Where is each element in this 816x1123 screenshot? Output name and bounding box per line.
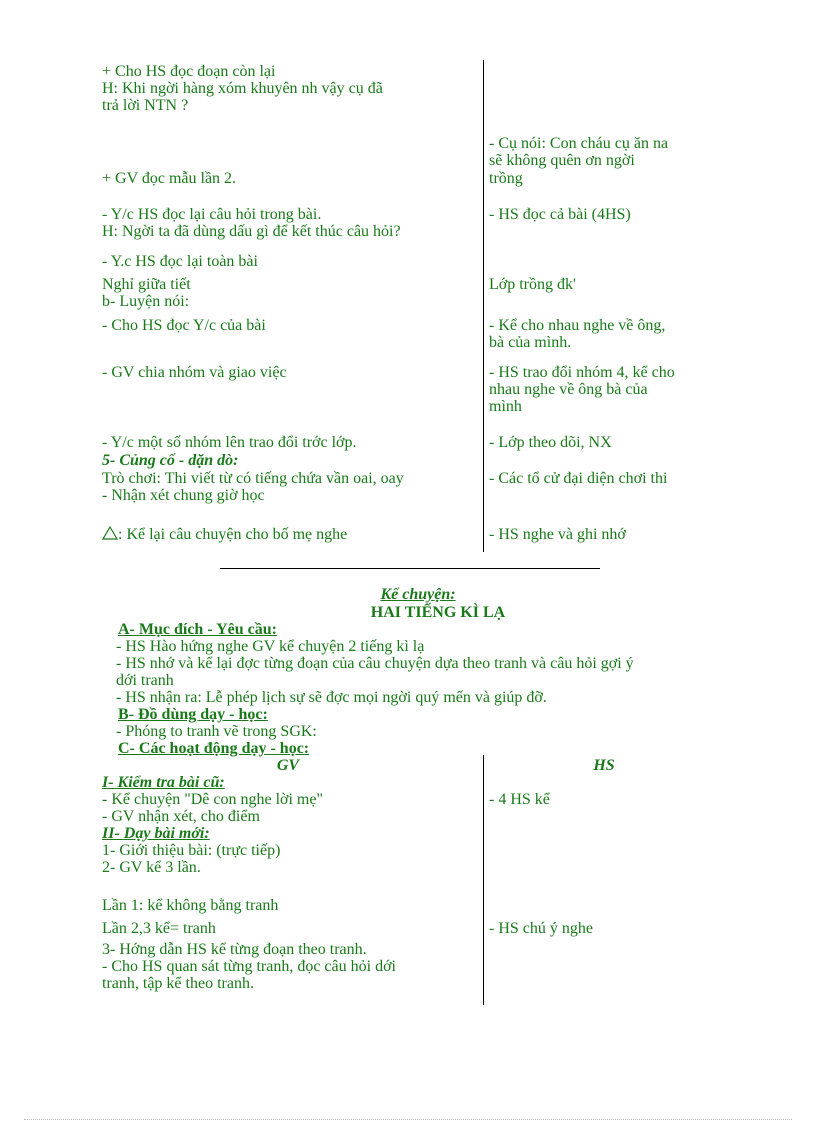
- left-line: - Cho HS quan sát từng tranh, đọc câu hỏi dới: [102, 958, 396, 975]
- triangle-icon: [102, 526, 118, 540]
- right-line: mình: [489, 398, 522, 415]
- homework-line: [102, 526, 347, 543]
- left-line: 3- Hớng dẫn HS kể từng đoạn theo tranh.: [102, 941, 367, 958]
- right-line: - Cụ nói: Con cháu cụ ăn na: [489, 135, 669, 152]
- left-line: b- Luyện nói:: [102, 293, 190, 310]
- left-line: trả lời NTN ?: [102, 97, 189, 114]
- left-line: Lần 1: kể không bằng tranh: [102, 897, 279, 914]
- left-line: tranh, tập kể theo tranh.: [102, 975, 254, 992]
- left-line: + GV đọc mẫu lần 2.: [102, 170, 237, 187]
- right-line: - Kể cho nhau nghe về ông,: [489, 317, 666, 334]
- body-line: - Phóng to tranh vẽ trong SGK:: [116, 723, 317, 740]
- right-line: trồng: [489, 170, 523, 187]
- left-line: - GV nhận xét, cho điểm: [102, 808, 260, 825]
- section-heading: 5- Củng cố - dặn dò:: [102, 452, 239, 469]
- body-line: - HS nhận ra: Lễ phép lịch sự sẽ đợc mọi ngời quý mến và giúp đỡ.: [116, 689, 547, 706]
- body-line: - HS Hào hứng nghe GV kể chuyện 2 tiếng kì lạ: [116, 638, 425, 655]
- column-divider-bottom: [483, 755, 484, 1005]
- column-divider-top: [483, 60, 484, 552]
- left-line: - Y.c HS đọc lại toàn bài: [102, 253, 258, 270]
- right-line: Lớp trồng đk': [489, 276, 576, 293]
- right-line: sẽ không quên ơn ngời: [489, 152, 635, 169]
- left-line: Trò chơi: Thi viết từ có tiếng chứa vần oai, oay: [102, 470, 404, 487]
- homework-text: : Kể lại câu chuyện cho bố mẹ nghe: [118, 526, 348, 543]
- left-line: - Y/c một số nhóm lên trao đổi trớc lớp.: [102, 434, 357, 451]
- subject-heading: Kể chuyện:: [380, 586, 456, 603]
- left-line: H: Khi ngời hàng xóm khuyên nh vậy cụ đã: [102, 80, 383, 97]
- right-line: - Các tổ cử đại diện chơi thi: [489, 470, 668, 487]
- left-line: - GV chia nhóm và giao việc: [102, 364, 287, 381]
- left-line: + Cho HS đọc đoạn còn lại: [102, 63, 276, 80]
- column-header-gv: GV: [276, 757, 300, 774]
- heading-new-lesson: II- Dạy bài mới:: [102, 825, 210, 842]
- right-line: - Lớp theo dõi, NX: [489, 434, 612, 451]
- left-line: - Nhận xét chung giờ học: [102, 487, 265, 504]
- right-line: nhau nghe về ông bà của: [489, 381, 648, 398]
- right-line: - HS đọc cả bài (4HS): [489, 206, 631, 223]
- left-line: 1- Giới thiệu bài: (trực tiếp): [102, 842, 281, 859]
- left-line: H: Ngời ta đã dùng dấu gì để kết thúc câu hỏi?: [102, 223, 401, 240]
- heading-activities: C- Các hoạt động dạy - học:: [118, 740, 310, 757]
- right-line: - HS chú ý nghe: [489, 920, 593, 937]
- left-line: - Cho HS đọc Y/c của bài: [102, 317, 266, 334]
- section-separator: [220, 568, 600, 569]
- left-line: 2- GV kể 3 lần.: [102, 859, 201, 876]
- heading-review: I- Kiểm tra bài cũ:: [102, 774, 225, 791]
- page-edge: [24, 1119, 792, 1120]
- right-line: - 4 HS kể: [489, 791, 550, 808]
- right-line: - HS trao đổi nhóm 4, kể cho: [489, 364, 675, 381]
- body-line: - HS nhớ và kể lại đợc từng đoạn của câu chuyện dựa theo tranh và câu hỏi gợi ý: [116, 655, 634, 672]
- left-line: Nghỉ giữa tiết: [102, 276, 191, 293]
- heading-objectives: A- Mục đích - Yêu cầu:: [118, 621, 277, 638]
- left-line: - Y/c HS đọc lại câu hỏi trong bài.: [102, 206, 322, 223]
- lesson-title: HAI TIẾNG KÌ LẠ: [370, 604, 506, 621]
- right-line: - HS nghe và ghi nhớ: [489, 526, 626, 543]
- left-line: Lần 2,3 kể= tranh: [102, 920, 216, 937]
- heading-materials: B- Đồ dùng dạy - học:: [118, 706, 268, 723]
- body-line: dới tranh: [116, 672, 174, 689]
- left-line: - Kể chuyện "Dê con nghe lời mẹ": [102, 791, 324, 808]
- column-header-hs: HS: [593, 757, 615, 774]
- right-line: bà của mình.: [489, 334, 572, 351]
